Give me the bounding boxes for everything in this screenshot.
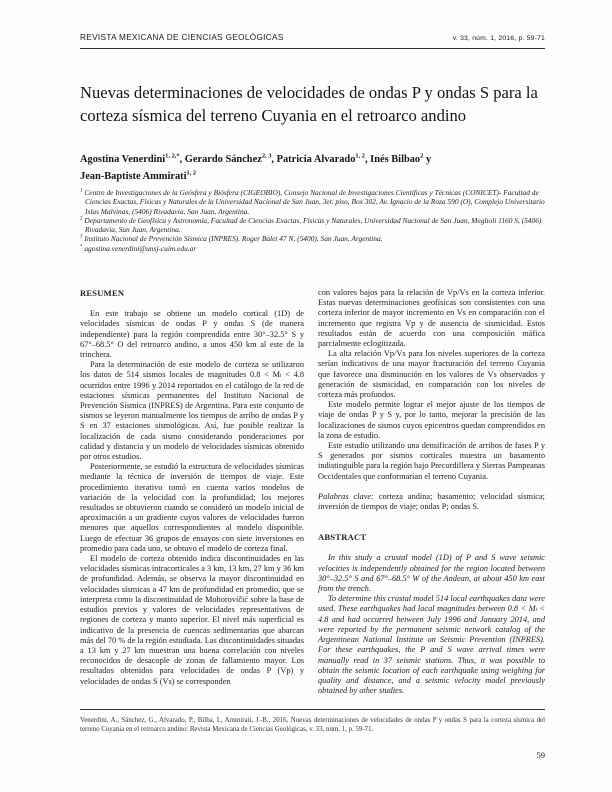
author-affiliation-ref: 1, 2,* — [165, 152, 180, 160]
journal-name: REVISTA MEXICANA DE CIENCIAS GEOLÓGICAS — [80, 33, 284, 42]
resumen-paragraph: Posteriormente, se estudió la estructura de velocidades sísmicas mediante la técnica de inversión de tiempos de viaje. Este procedimiento iterativo tomó en cuenta varios modelos de variación de la velocidad con la profundidad; los mejores resultados se obtuvieron cuando se consideró un modelo inicial de aproximación a un gradiente cuyos valores de velocidades fueron menores que aquellos correspondientes al modelo disponible. Luego de efectuar 36 grupos de ensayos con siete inversiones en promedio para cada uno, se obtuvo el modelo de corteza final. — [80, 462, 304, 553]
resumen-paragraph: La alta relación Vp/Vs para los niveles superiores de la corteza serían indicativos de una mayor fracturación del terreno Cuyania que favorece una disminución en los valores de Vs observados y generación de sismicidad, en comparación con los niveles de corteza más profundos. — [318, 349, 545, 400]
column-right — [318, 288, 545, 696]
author-name: , Gerardo Sánchez — [179, 154, 262, 165]
footer-citation: Venerdini, A., Sánchez, G., Alvarado, P., Bilba, I., Ammirati, J.-B., 2016, Nuevas determinaciones de velocidades de ondas P y ondas S para la corteza sísmica del terreno Cuyania en el retroarco andino: Revista Mexicana de Ciencias Geológicas, v. 33, núm. 1, p. 59-71. — [80, 717, 545, 734]
author-name: Jean-Baptiste Ammirati — [80, 170, 187, 182]
authors-line-2 — [80, 169, 555, 186]
authors-line-1 — [80, 152, 555, 169]
abstract-paragraph: To determine this crustal model 514 local earthquakes data were used. These earthquakes had local magnitudes between 0.8 < Mₗ < 4.8 and had occurred between July 1996 and January 2014, and were reported by the permanent seismic network catalog of the Argentinean National Institute on Seismic Prevention (INPRES). For these earthquakes, the P and S wave arrival times were manually read in 37 seismic stations. Thus, it was possible to obtain the seismic location of each earthquake using weighing for quality and distance, and a seismic velocity model previously obtained by other studies. — [318, 594, 545, 696]
resumen-paragraph: Este modelo permite lograr el mejor ajuste de los tiempos de viaje de ondas P y S y, por lo tanto, mejorar la precisión de las localizaciones de sismos cuyos epicentros quedan comprendidos en la zona de estudio. — [318, 400, 545, 440]
affiliation — [80, 244, 560, 253]
author-name: y — [423, 154, 432, 165]
affiliation-text: Instituto Nacional de Prevención Sísmica (INPRES). Roger Balet 47 N, (5400), San Juan, Argentina. — [82, 234, 383, 244]
header-rule — [80, 48, 545, 49]
affiliation-marker: 1 — [80, 188, 83, 194]
abstract-heading: ABSTRACT — [318, 532, 367, 543]
page-number: 59 — [536, 750, 545, 760]
affiliation-marker: 3 — [80, 235, 83, 241]
resumen-paragraph: Para la determinación de este modelo de corteza se utilizaron los datos de 514 sismos locales de magnitudes 0.8 < Mₗ < 4.8 ocurridos entre 1996 y 2014 reportados en el catálogo de la red de estaciones sísmicas permanentes del Instituto Nacional de Prevención Sísmica (INPRES) de Argentina. Para este conjunto de sismos se leyeron manualmente los tiempos de arribo de ondas P y S en 37 estaciones sismológicas. Así, fue posible realizar la localización de cada sismo considerando ponderaciones por calidad y distancia y un modelo de velocidades sísmicas obtenido por otros estudios. — [80, 360, 304, 462]
affiliation — [80, 188, 560, 216]
affiliation-text: Departamento de Geofísica y Astronomía, Facultad de Ciencias Exactas, Físicas y Naturales, Universidad Nacional de San Juan, Meglioli 1160 S, (5406) Rivadavia, San Juan, Argentina. — [82, 215, 542, 235]
keywords-text: corteza andina; basamento; velocidad sísmica; inversión de tiempos de viaje; ondas P; ondas S. — [318, 491, 546, 512]
abstract-section — [318, 532, 545, 696]
author-affiliation-ref: 1, 2 — [355, 152, 365, 160]
affiliation-marker: * — [80, 244, 83, 250]
author-name: Agostina Venerdini — [80, 154, 166, 165]
affiliation-marker: 2 — [80, 216, 83, 222]
resumen-paragraph-continued: con valores bajos para la relación de Vp/Vs en la corteza inferior. Estas nuevas determinaciones geofísicas son consistentes con una corteza inferior de mayor incremento en Vs en comparación con el incremento que registra Vp y de ausencia de sismicidad. Estos resultados están de acuerdo con una composición máfica parcialmente eclogitizada. — [318, 288, 545, 349]
author-name: , Patricia Alvarado — [271, 154, 356, 165]
affiliations-block — [80, 188, 560, 253]
authors-block — [80, 152, 555, 185]
resumen-paragraph: Este estudio utilizando una densificación de arribos de fases P y S generados por sismos corticales muestra un basamento indistinguible para la región bajo Precordillera y Sierras Pampeanas Occidentales que conformarían el terreno Cuyania. — [318, 441, 545, 481]
author-affiliation-ref: 2, 3 — [261, 152, 272, 160]
affiliation — [80, 234, 560, 243]
journal-issue-info: v. 33, núm. 1, 2016, p. 59-71 — [452, 34, 545, 42]
column-left — [80, 288, 304, 687]
author-name: , Inés Bilbao — [364, 154, 421, 165]
author-affiliation-ref: 2 — [420, 152, 424, 160]
resumen-paragraph: El modelo de corteza obtenido indica discontinuidades en las velocidades sísmicas intracorticales a 3 km, 13 km, 27 km y 36 km de profundidad. Además, se observa la mayor discontinuidad en velocidades sísmicas a 47 km de profundidad en promedio, que se interpreta como la discontinuidad de Mohorovičić sobre la base de estudios previos y valores de velocidades representativos de regiones de corteza y manto superior. El nivel más superficial es indicativo de la presencia de cuencas sedimentarias que abarcan más del 70 % de la región estudiada. Las discontinuidades situadas a 13 km y 27 km muestran una buena correlación con niveles reconocidos de desacople de zonas de fallamiento mayor. Los resultados obtenidos para velocidades de ondas P (Vp) y velocidades de ondas S (Vs) se corresponden — [80, 554, 304, 686]
keywords-line — [318, 492, 545, 512]
resumen-heading: RESUMEN — [80, 288, 125, 298]
article-title: Nuevas determinaciones de velocidades de ondas P y ondas S para la corteza sísmica del terreno Cuyania en el retroarco andino — [80, 83, 538, 125]
abstract-paragraph: In this study a crustal model (1D) of P and S wave seismic velocities is independently obtained for the region located between 30°–32.5° S and 67°–68.5° W of the Andean, at about 450 km east from the trench. — [318, 553, 545, 594]
resumen-paragraph: En este trabajo se obtiene un modelo cortical (1D) de velocidades sísmicas de ondas P y ondas S (de manera independiente) para la región comprendida entre 30°–32.5° S y 67°–68.5° O del retroarco andino, a unos 450 km al este de la trinchera. — [80, 309, 304, 360]
affiliation-text: Centro de Investigaciones de la Geósfera y Biósfera (CIGEOBIO), Consejo Nacional de Investigaciones Científicas y Técnicas (CONICET)- Facultad de Ciencias Exactas, Físicas y Naturales de la Universidad Nacional de San Juan, 3er. piso, Box 302, Av. Ignacio de la Roza 590 (O), Complejo Universitario Islas Malvinas, (5406) Rivadavia, San Juan, Argentina. — [82, 188, 545, 216]
affiliation — [80, 216, 560, 235]
author-affiliation-ref: 1, 2 — [186, 169, 197, 177]
footer-rule — [80, 709, 545, 710]
affiliation-text: agostina.venerdini@unsj-cuim.edu.ar — [82, 243, 197, 253]
keywords-label: Palabras clave: — [318, 491, 374, 501]
